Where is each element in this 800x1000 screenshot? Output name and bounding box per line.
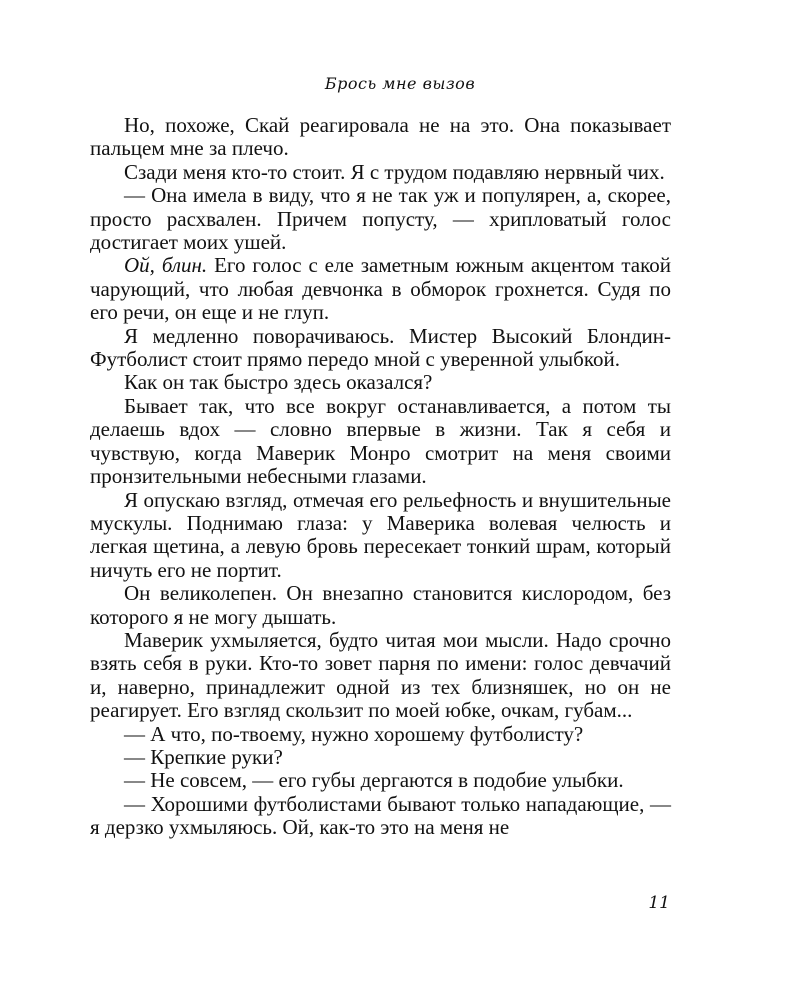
paragraph-text: — Крепкие руки? xyxy=(124,744,283,769)
paragraph-text: — А что, по-твоему, нужно хорошему футболисту? xyxy=(124,721,584,746)
paragraph-text: Бывает так, что все вокруг останавливается, а потом ты делаешь вдох — словно впервые в жизни. Так я себя и чувствую, когда Маверик Монро смотрит на меня своими пронзительными небесными глазами. xyxy=(90,393,671,489)
paragraph-text: — Хорошими футболистами бывают только нападающие, — я дерзко ухмыляюсь. Ой, как-то это на меня не xyxy=(90,791,671,840)
paragraph xyxy=(90,161,671,184)
paragraph xyxy=(90,325,671,372)
paragraph-text: — Она имела в виду, что я не так уж и популярен, а, скорее, просто расхвален. Причем попусту, — хрипловатый голос достигает моих ушей. xyxy=(90,183,671,255)
paragraph xyxy=(90,489,671,583)
paragraph-text: Его голос с еле заметным южным акцентом такой чарующий, что любая девчонка в обморок грохнется. Судя по его речи, он еще и не глуп. xyxy=(90,253,671,325)
page-number: 11 xyxy=(648,893,670,913)
paragraph xyxy=(90,184,671,254)
paragraph-text: Как он так быстро здесь оказался? xyxy=(124,370,433,395)
paragraph xyxy=(90,114,671,161)
paragraph-text: Я опускаю взгляд, отмечая его рельефность и внушительные мускулы. Поднимаю глаза: у Маверика волевая челюсть и легкая щетина, а левую бровь пересекает тонкий шрам, который ничуть его не портит. xyxy=(90,487,671,582)
paragraph xyxy=(90,254,671,324)
paragraph-text: Сзади меня кто-то стоит. Я с трудом подавляю нервный чих. xyxy=(124,159,665,184)
paragraph xyxy=(90,395,671,489)
paragraph-text: Но, похоже, Скай реагировала не на это. Она показывает пальцем мне за плечо. xyxy=(90,113,671,161)
paragraph-text: Я медленно поворачиваюсь. Мистер Высокий Блондин-Футболист стоит прямо передо мной с уверенной улыбкой. xyxy=(90,323,671,372)
paragraph xyxy=(90,746,671,769)
paragraph xyxy=(90,769,671,792)
paragraph-text: Он великолепен. Он внезапно становится кислородом, без которого я не могу дышать. xyxy=(90,581,671,629)
body-text xyxy=(90,114,671,840)
paragraph xyxy=(90,371,671,394)
paragraph-text: — Не совсем, — его губы дергаются в подобие улыбки. xyxy=(124,768,624,793)
paragraph xyxy=(90,723,671,746)
paragraph xyxy=(90,629,671,723)
paragraph xyxy=(90,793,671,840)
paragraph-text: Маверик ухмыляется, будто читая мои мысли. Надо срочно взять себя в руки. Кто-то зовет парня по имени: голос девчачий и, наверно, принадлежит одной из тех близняшек, но он не реагирует. Его взгляд скользит по моей юбке, очкам, губам... xyxy=(90,627,671,723)
italic-lead: Ой, блин. xyxy=(124,253,208,278)
paragraph xyxy=(90,582,671,629)
running-head: Брось мне вызов xyxy=(324,74,476,93)
